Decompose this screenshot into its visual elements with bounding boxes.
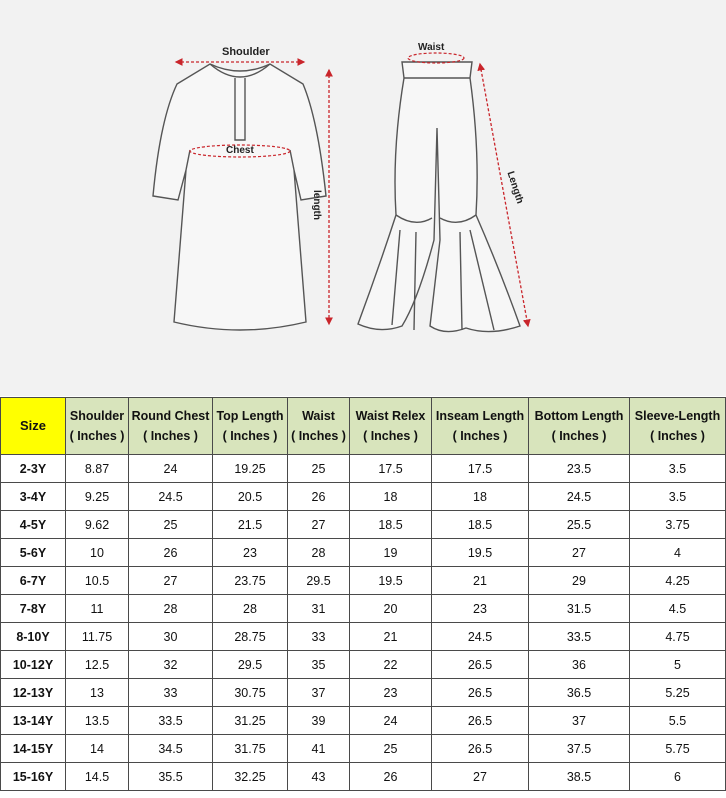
table-cell: 41 (288, 735, 350, 763)
table-cell: 24 (129, 455, 213, 483)
table-cell: 19.25 (213, 455, 288, 483)
table-cell: 21 (350, 623, 432, 651)
table-cell: 4.5 (630, 595, 726, 623)
table-cell: 13 (66, 679, 129, 707)
table-cell: 25 (129, 511, 213, 539)
size-cell: 2-3Y (1, 455, 66, 483)
table-cell: 28 (288, 539, 350, 567)
table-cell: 20 (350, 595, 432, 623)
table-cell: 35 (288, 651, 350, 679)
table-cell: 26.5 (432, 679, 529, 707)
table-cell: 30 (129, 623, 213, 651)
table-cell: 9.25 (66, 483, 129, 511)
table-cell: 26.5 (432, 707, 529, 735)
table-cell: 23 (432, 595, 529, 623)
table-row (1, 763, 726, 791)
table-cell: 27 (432, 763, 529, 791)
table-cell: 32 (129, 651, 213, 679)
table-cell: 37 (529, 707, 630, 735)
table-row (1, 707, 726, 735)
size-cell: 8-10Y (1, 623, 66, 651)
table-cell: 18 (432, 483, 529, 511)
table-cell: 33 (129, 679, 213, 707)
table-cell: 3.5 (630, 483, 726, 511)
table-cell: 26 (288, 483, 350, 511)
table-cell: 18.5 (432, 511, 529, 539)
table-cell: 37 (288, 679, 350, 707)
column-header: Top Length ( Inches ) (213, 398, 288, 455)
sharara-pants-outline (358, 62, 520, 332)
table-cell: 5.75 (630, 735, 726, 763)
table-cell: 34.5 (129, 735, 213, 763)
table-cell: 6 (630, 763, 726, 791)
top-length-label: length (311, 190, 322, 220)
size-cell: 6-7Y (1, 567, 66, 595)
table-cell: 18.5 (350, 511, 432, 539)
size-chart-table (0, 397, 726, 791)
table-cell: 22 (350, 651, 432, 679)
chest-label: Chest (226, 145, 254, 156)
table-cell: 29.5 (288, 567, 350, 595)
table-row (1, 679, 726, 707)
table-body (1, 455, 726, 791)
table-cell: 39 (288, 707, 350, 735)
table-cell: 36 (529, 651, 630, 679)
table-cell: 24.5 (129, 483, 213, 511)
table-cell: 36.5 (529, 679, 630, 707)
table-cell: 33 (288, 623, 350, 651)
size-cell: 10-12Y (1, 651, 66, 679)
table-cell: 12.5 (66, 651, 129, 679)
table-cell: 20.5 (213, 483, 288, 511)
table-cell: 5.5 (630, 707, 726, 735)
table-cell: 23.5 (529, 455, 630, 483)
table-cell: 14.5 (66, 763, 129, 791)
table-cell: 28.75 (213, 623, 288, 651)
table-cell: 33.5 (129, 707, 213, 735)
table-cell: 21.5 (213, 511, 288, 539)
table-cell: 25 (288, 455, 350, 483)
table-row (1, 455, 726, 483)
column-header: Sleeve-Length ( Inches ) (630, 398, 726, 455)
table-row (1, 735, 726, 763)
table-cell: 31.75 (213, 735, 288, 763)
size-cell: 12-13Y (1, 679, 66, 707)
table-cell: 32.25 (213, 763, 288, 791)
table-cell: 10 (66, 539, 129, 567)
table-cell: 4.25 (630, 567, 726, 595)
table-cell: 19.5 (350, 567, 432, 595)
table-cell: 11.75 (66, 623, 129, 651)
column-header: Inseam Length ( Inches ) (432, 398, 529, 455)
table-cell: 28 (129, 595, 213, 623)
table-cell: 19 (350, 539, 432, 567)
shoulder-label: Shoulder (222, 46, 270, 58)
table-row (1, 623, 726, 651)
column-header: Waist Relex ( Inches ) (350, 398, 432, 455)
table-row (1, 567, 726, 595)
table-row (1, 511, 726, 539)
size-cell: 14-15Y (1, 735, 66, 763)
size-cell: 7-8Y (1, 595, 66, 623)
table-cell: 8.87 (66, 455, 129, 483)
table-cell: 4.75 (630, 623, 726, 651)
table-cell: 10.5 (66, 567, 129, 595)
table-cell: 9.62 (66, 511, 129, 539)
table-row (1, 539, 726, 567)
table-cell: 24.5 (529, 483, 630, 511)
column-header: Round Chest ( Inches ) (129, 398, 213, 455)
table-cell: 27 (129, 567, 213, 595)
table-cell: 17.5 (350, 455, 432, 483)
table-cell: 13.5 (66, 707, 129, 735)
table-cell: 28 (213, 595, 288, 623)
table-cell: 33.5 (529, 623, 630, 651)
size-cell: 4-5Y (1, 511, 66, 539)
table-cell: 26 (350, 763, 432, 791)
table-cell: 27 (529, 539, 630, 567)
garment-drawing (0, 0, 726, 396)
table-cell: 31.25 (213, 707, 288, 735)
table-cell: 26.5 (432, 651, 529, 679)
table-cell: 35.5 (129, 763, 213, 791)
table-row (1, 651, 726, 679)
table-cell: 37.5 (529, 735, 630, 763)
table-cell: 31.5 (529, 595, 630, 623)
table-cell: 30.75 (213, 679, 288, 707)
garment-illustration (0, 0, 726, 396)
table-cell: 29 (529, 567, 630, 595)
pant-length-label: Length (504, 170, 526, 206)
table-cell: 14 (66, 735, 129, 763)
table-cell: 24 (350, 707, 432, 735)
table-cell: 23 (350, 679, 432, 707)
table-cell: 26.5 (432, 735, 529, 763)
table-cell: 31 (288, 595, 350, 623)
table-cell: 21 (432, 567, 529, 595)
table-cell: 23.75 (213, 567, 288, 595)
table-cell: 43 (288, 763, 350, 791)
table-cell: 17.5 (432, 455, 529, 483)
table-cell: 11 (66, 595, 129, 623)
table-cell: 4 (630, 539, 726, 567)
waist-label: Waist (418, 42, 445, 53)
column-header-size: Size (1, 398, 66, 455)
size-cell: 13-14Y (1, 707, 66, 735)
table-row (1, 595, 726, 623)
size-cell: 5-6Y (1, 539, 66, 567)
size-cell: 15-16Y (1, 763, 66, 791)
table-cell: 5.25 (630, 679, 726, 707)
table-row (1, 483, 726, 511)
table-cell: 27 (288, 511, 350, 539)
table-cell: 3.75 (630, 511, 726, 539)
column-header: Shoulder ( Inches ) (66, 398, 129, 455)
table-cell: 26 (129, 539, 213, 567)
table-cell: 38.5 (529, 763, 630, 791)
column-header: Waist ( Inches ) (288, 398, 350, 455)
size-cell: 3-4Y (1, 483, 66, 511)
table-cell: 5 (630, 651, 726, 679)
table-cell: 23 (213, 539, 288, 567)
table-cell: 19.5 (432, 539, 529, 567)
column-header: Bottom Length ( Inches ) (529, 398, 630, 455)
kurta-top-outline (153, 64, 326, 330)
table-cell: 24.5 (432, 623, 529, 651)
table-cell: 29.5 (213, 651, 288, 679)
table-cell: 18 (350, 483, 432, 511)
table-cell: 25 (350, 735, 432, 763)
table-header-row (1, 398, 726, 455)
table-cell: 3.5 (630, 455, 726, 483)
table-cell: 25.5 (529, 511, 630, 539)
